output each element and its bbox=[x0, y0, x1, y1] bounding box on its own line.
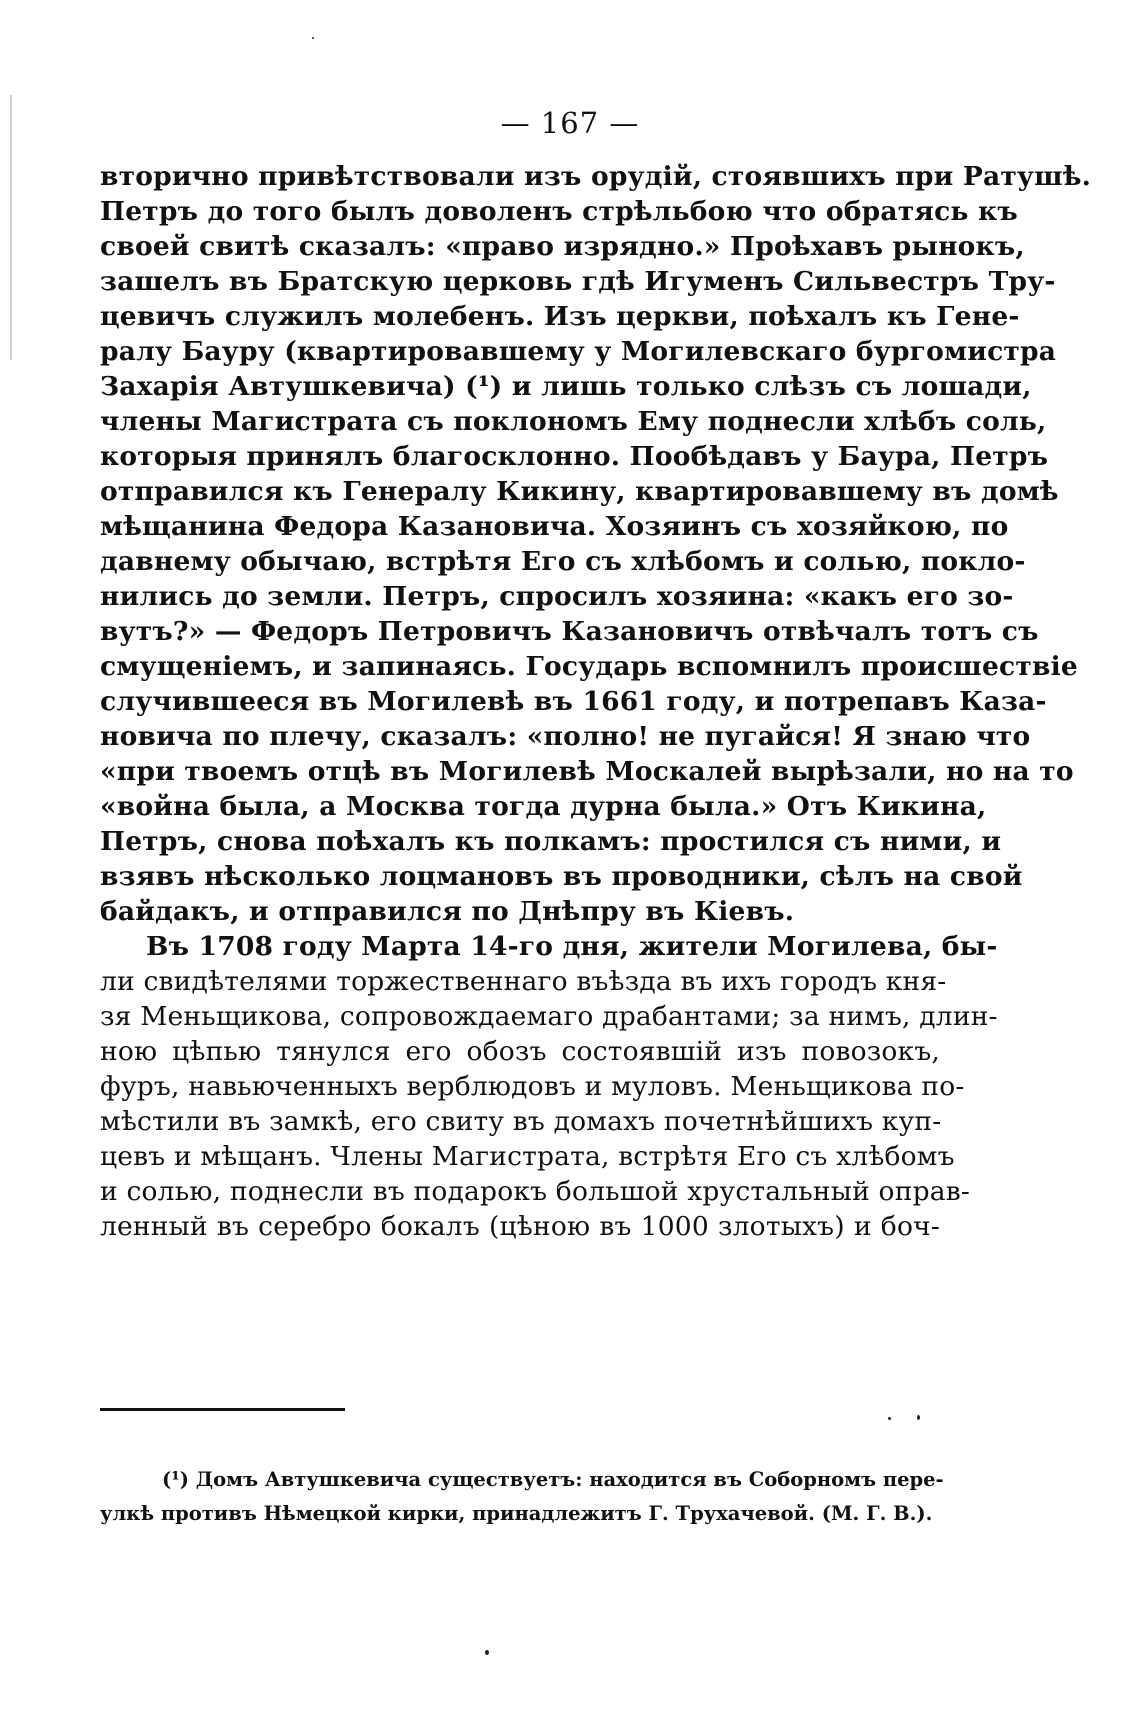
page-number: — 167 — bbox=[500, 106, 640, 140]
scan-speck bbox=[917, 1415, 920, 1420]
body-line: смущеніемъ, и запинаясь. Государь вспомнилъ происшествіе bbox=[100, 651, 1078, 682]
scan-speck bbox=[312, 37, 314, 39]
body-line: члены Магистрата съ поклономъ Ему поднесли хлѣбъ соль, bbox=[100, 406, 1047, 437]
body-line: зя Меньщикова, сопровождаемаго драбантами; за нимъ, длин- bbox=[100, 1001, 998, 1032]
body-line: и солью, поднесли въ подарокъ большой хрустальный оправ- bbox=[100, 1176, 971, 1207]
body-line: новича по плечу, сказалъ: «полно! не пугайся! Я знаю что bbox=[100, 721, 1031, 752]
body-line: ралу Бауру (квартировавшему у Могилевскаго бургомистра bbox=[100, 336, 1057, 367]
body-line: «при твоемъ отцѣ въ Могилевѣ Москалей вырѣзали, но на то bbox=[100, 756, 1074, 787]
body-line: нились до земли. Петръ, спросилъ хозяина: «какъ его зо- bbox=[100, 581, 1014, 612]
body-line: зашелъ въ Братскую церковь гдѣ Игуменъ Сильвестръ Тру- bbox=[100, 266, 1056, 297]
body-line: «война была, а Москва тогда дурна была.» Отъ Кикина, bbox=[100, 791, 987, 822]
body-line: цевичъ служилъ молебенъ. Изъ церкви, поѣхалъ къ Гене- bbox=[100, 301, 1020, 332]
body-line: Петръ до того былъ доволенъ стрѣльбою что обратясь къ bbox=[100, 196, 1018, 227]
body-line: Петръ, снова поѣхалъ къ полкамъ: простился съ ними, и bbox=[100, 826, 1002, 857]
body-line: Захарія Автушкевича) (¹) и лишь только слѣзъ съ лошади, bbox=[100, 371, 1032, 402]
footnote-line: улкѣ противъ Нѣмецкой кирки, принадлежитъ Г. Трухачевой. (М. Г. В.). bbox=[100, 1502, 933, 1525]
body-line: отправился къ Генералу Кикину, квартировавшему въ домѣ bbox=[100, 476, 1059, 507]
body-line: ли свидѣтелями торжественнаго въѣзда въ ихъ городъ кня- bbox=[100, 966, 947, 997]
body-line: цевъ и мѣщанъ. Члены Магистрата, встрѣтя Его съ хлѣбомъ bbox=[100, 1141, 955, 1172]
footnote-line: (¹) Домъ Автушкевича существуетъ: находится въ Соборномъ пере- bbox=[162, 1468, 944, 1491]
scan-speck bbox=[888, 1417, 891, 1420]
body-line: мѣстили въ замкѣ, его свиту въ домахъ почетнѣйшихъ куп- bbox=[100, 1106, 942, 1137]
body-line: случившееся въ Могилевѣ въ 1661 году, и потрепавъ Каза- bbox=[100, 686, 1047, 717]
body-line: мѣщанина Федора Казановича. Хозяинъ съ хозяйкою, по bbox=[100, 511, 1009, 542]
body-line: байдакъ, и отправился по Днѣпру въ Кіевъ. bbox=[100, 896, 795, 927]
body-line: ною цѣпью тянулся его обозъ состоявшій изъ повозокъ, bbox=[100, 1036, 940, 1067]
body-line: ленный въ серебро бокалъ (цѣною въ 1000 злотыхъ) и боч- bbox=[100, 1211, 940, 1242]
body-line: Въ 1708 году Марта 14-го дня, жители Могилева, бы- bbox=[146, 931, 998, 962]
scan-speck bbox=[485, 1650, 489, 1655]
body-line: давнему обычаю, встрѣтя Его съ хлѣбомъ и солью, покло- bbox=[100, 546, 1026, 577]
body-line: которыя принялъ благосклонно. Пообѣдавъ у Баура, Петръ bbox=[100, 441, 1049, 472]
body-line: фуръ, навьюченныхъ верблюдовъ и муловъ. Меньщикова по- bbox=[100, 1071, 965, 1102]
footnote-separator bbox=[100, 1408, 345, 1411]
body-line: вутъ?» — Федоръ Петровичъ Казановичъ отвѣчалъ тотъ съ bbox=[100, 616, 1039, 647]
body-line: своей свитѣ сказалъ: «право изрядно.» Проѣхавъ рынокъ, bbox=[100, 231, 1025, 262]
body-line: взявъ нѣсколько лоцмановъ въ проводники, сѣлъ на свой bbox=[100, 861, 1023, 892]
body-line: вторично привѣтствовали изъ орудій, стоявшихъ при Ратушѣ. bbox=[100, 161, 1092, 192]
